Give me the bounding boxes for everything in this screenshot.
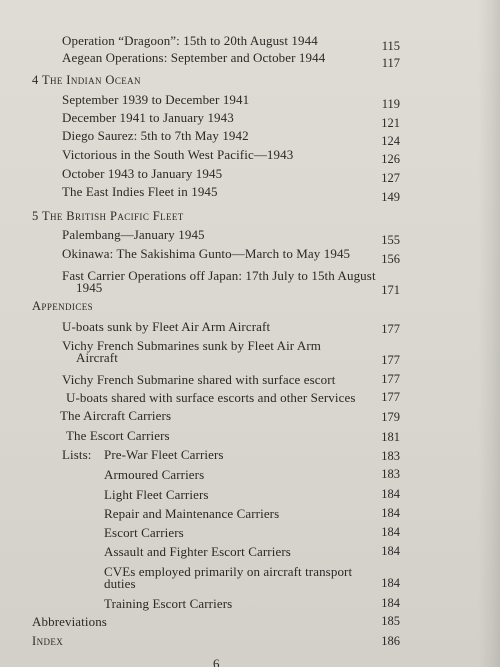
toc-entry-victorious: Victorious in the South West Pacific—1943 (62, 147, 294, 162)
toc-entry-palembang: Palembang—January 1945 (62, 227, 205, 242)
toc-entry-escort-carriers: The Escort Carriers (66, 428, 170, 443)
toc-chapter-5: 5 The British Pacific Fleet (32, 209, 184, 223)
toc-page-repair: 184 (381, 506, 400, 520)
toc-page-victorious: 126 (381, 152, 400, 166)
toc-entry-uboats-shared: U-boats shared with surface escorts and other Services (66, 390, 356, 405)
toc-page-diego-saurez: 124 (381, 134, 400, 148)
toc-entry-dec-1941: December 1941 to January 1943 (62, 110, 234, 125)
toc-entry-vichy-subs-cont: Aircraft (76, 350, 118, 365)
toc-appendices: Appendices (32, 299, 94, 313)
toc-entry-oct-1943: October 1943 to January 1945 (62, 166, 223, 181)
toc-abbreviations: Abbreviations (32, 614, 107, 629)
toc-entry-armoured: Armoured Carriers (104, 467, 205, 482)
toc-page-assault: 184 (381, 544, 400, 558)
toc-page-abbreviations: 185 (381, 614, 400, 628)
toc-page-aircraft-carriers: 179 (381, 410, 400, 424)
toc-page-dec-1941: 121 (381, 116, 400, 130)
toc-entry-cves-cont: duties (104, 576, 136, 591)
toc-entry-repair: Repair and Maintenance Carriers (104, 506, 280, 521)
toc-entry-assault: Assault and Fighter Escort Carriers (104, 544, 291, 559)
toc-page-prewar: 183 (381, 449, 400, 463)
toc-chapter-4: 4 The Indian Ocean (32, 73, 141, 87)
toc-page-light-fleet: 184 (381, 487, 400, 501)
toc-page-escort-carriers: 181 (381, 430, 400, 444)
toc-entry-escort: Escort Carriers (104, 525, 184, 540)
toc-entry-fast-carrier-cont: 1945 (76, 280, 103, 295)
toc-page-vichy-shared: 177 (381, 372, 400, 386)
toc-entry-okinawa: Okinawa: The Sakishima Gunto—March to May 1945 (62, 246, 351, 261)
toc-page-training: 184 (381, 596, 400, 610)
page-number: 6 (213, 656, 220, 667)
toc-index: Index (32, 634, 64, 648)
toc-entry-vichy-shared: Vichy French Submarine shared with surface escort (62, 372, 336, 387)
toc-page-cves: 184 (381, 576, 400, 590)
page-edge-shadow (478, 0, 500, 667)
toc-lists-label: Lists: (62, 447, 92, 462)
toc-page-palembang: 155 (381, 233, 400, 247)
toc-page-sep-1939: 119 (381, 97, 400, 111)
toc-page-uboats-shared: 177 (381, 390, 400, 404)
toc-page-okinawa: 156 (381, 252, 400, 266)
toc-page-east-indies: 149 (381, 190, 400, 204)
toc-page-oct-1943: 127 (381, 171, 400, 185)
toc-entry-training: Training Escort Carriers (104, 596, 233, 611)
toc-page-uboats-faa: 177 (381, 322, 400, 336)
toc-page-escort: 184 (381, 525, 400, 539)
toc-entry-dragoon: Operation “Dragoon”: 15th to 20th August 1944 (62, 33, 318, 48)
toc-entry-sep-1939: September 1939 to December 1941 (62, 92, 250, 107)
toc-entry-cves: CVEs employed primarily on aircraft transport (104, 564, 353, 579)
toc-page-fast-carrier: 171 (381, 283, 400, 297)
toc-page-aegean: 117 (381, 56, 400, 70)
toc-page-dragoon: 115 (381, 39, 400, 53)
toc-entry-fast-carrier: Fast Carrier Operations off Japan: 17th July to 15th August (62, 268, 376, 283)
toc-entry-light-fleet: Light Fleet Carriers (104, 487, 209, 502)
toc-entry-vichy-subs: Vichy French Submarines sunk by Fleet Air Arm (62, 338, 321, 353)
toc-entry-aegean: Aegean Operations: September and October 1944 (62, 50, 326, 65)
toc-page-index: 186 (381, 634, 400, 648)
toc-entry-prewar: Pre-War Fleet Carriers (104, 447, 224, 462)
toc-entry-diego-saurez: Diego Saurez: 5th to 7th May 1942 (62, 128, 249, 143)
toc-entry-uboats-faa: U-boats sunk by Fleet Air Arm Aircraft (62, 319, 271, 334)
toc-entry-east-indies: The East Indies Fleet in 1945 (62, 184, 218, 199)
toc-page-vichy-subs: 177 (381, 353, 400, 367)
toc-entry-aircraft-carriers: The Aircraft Carriers (60, 408, 172, 423)
toc-page-armoured: 183 (381, 467, 400, 481)
